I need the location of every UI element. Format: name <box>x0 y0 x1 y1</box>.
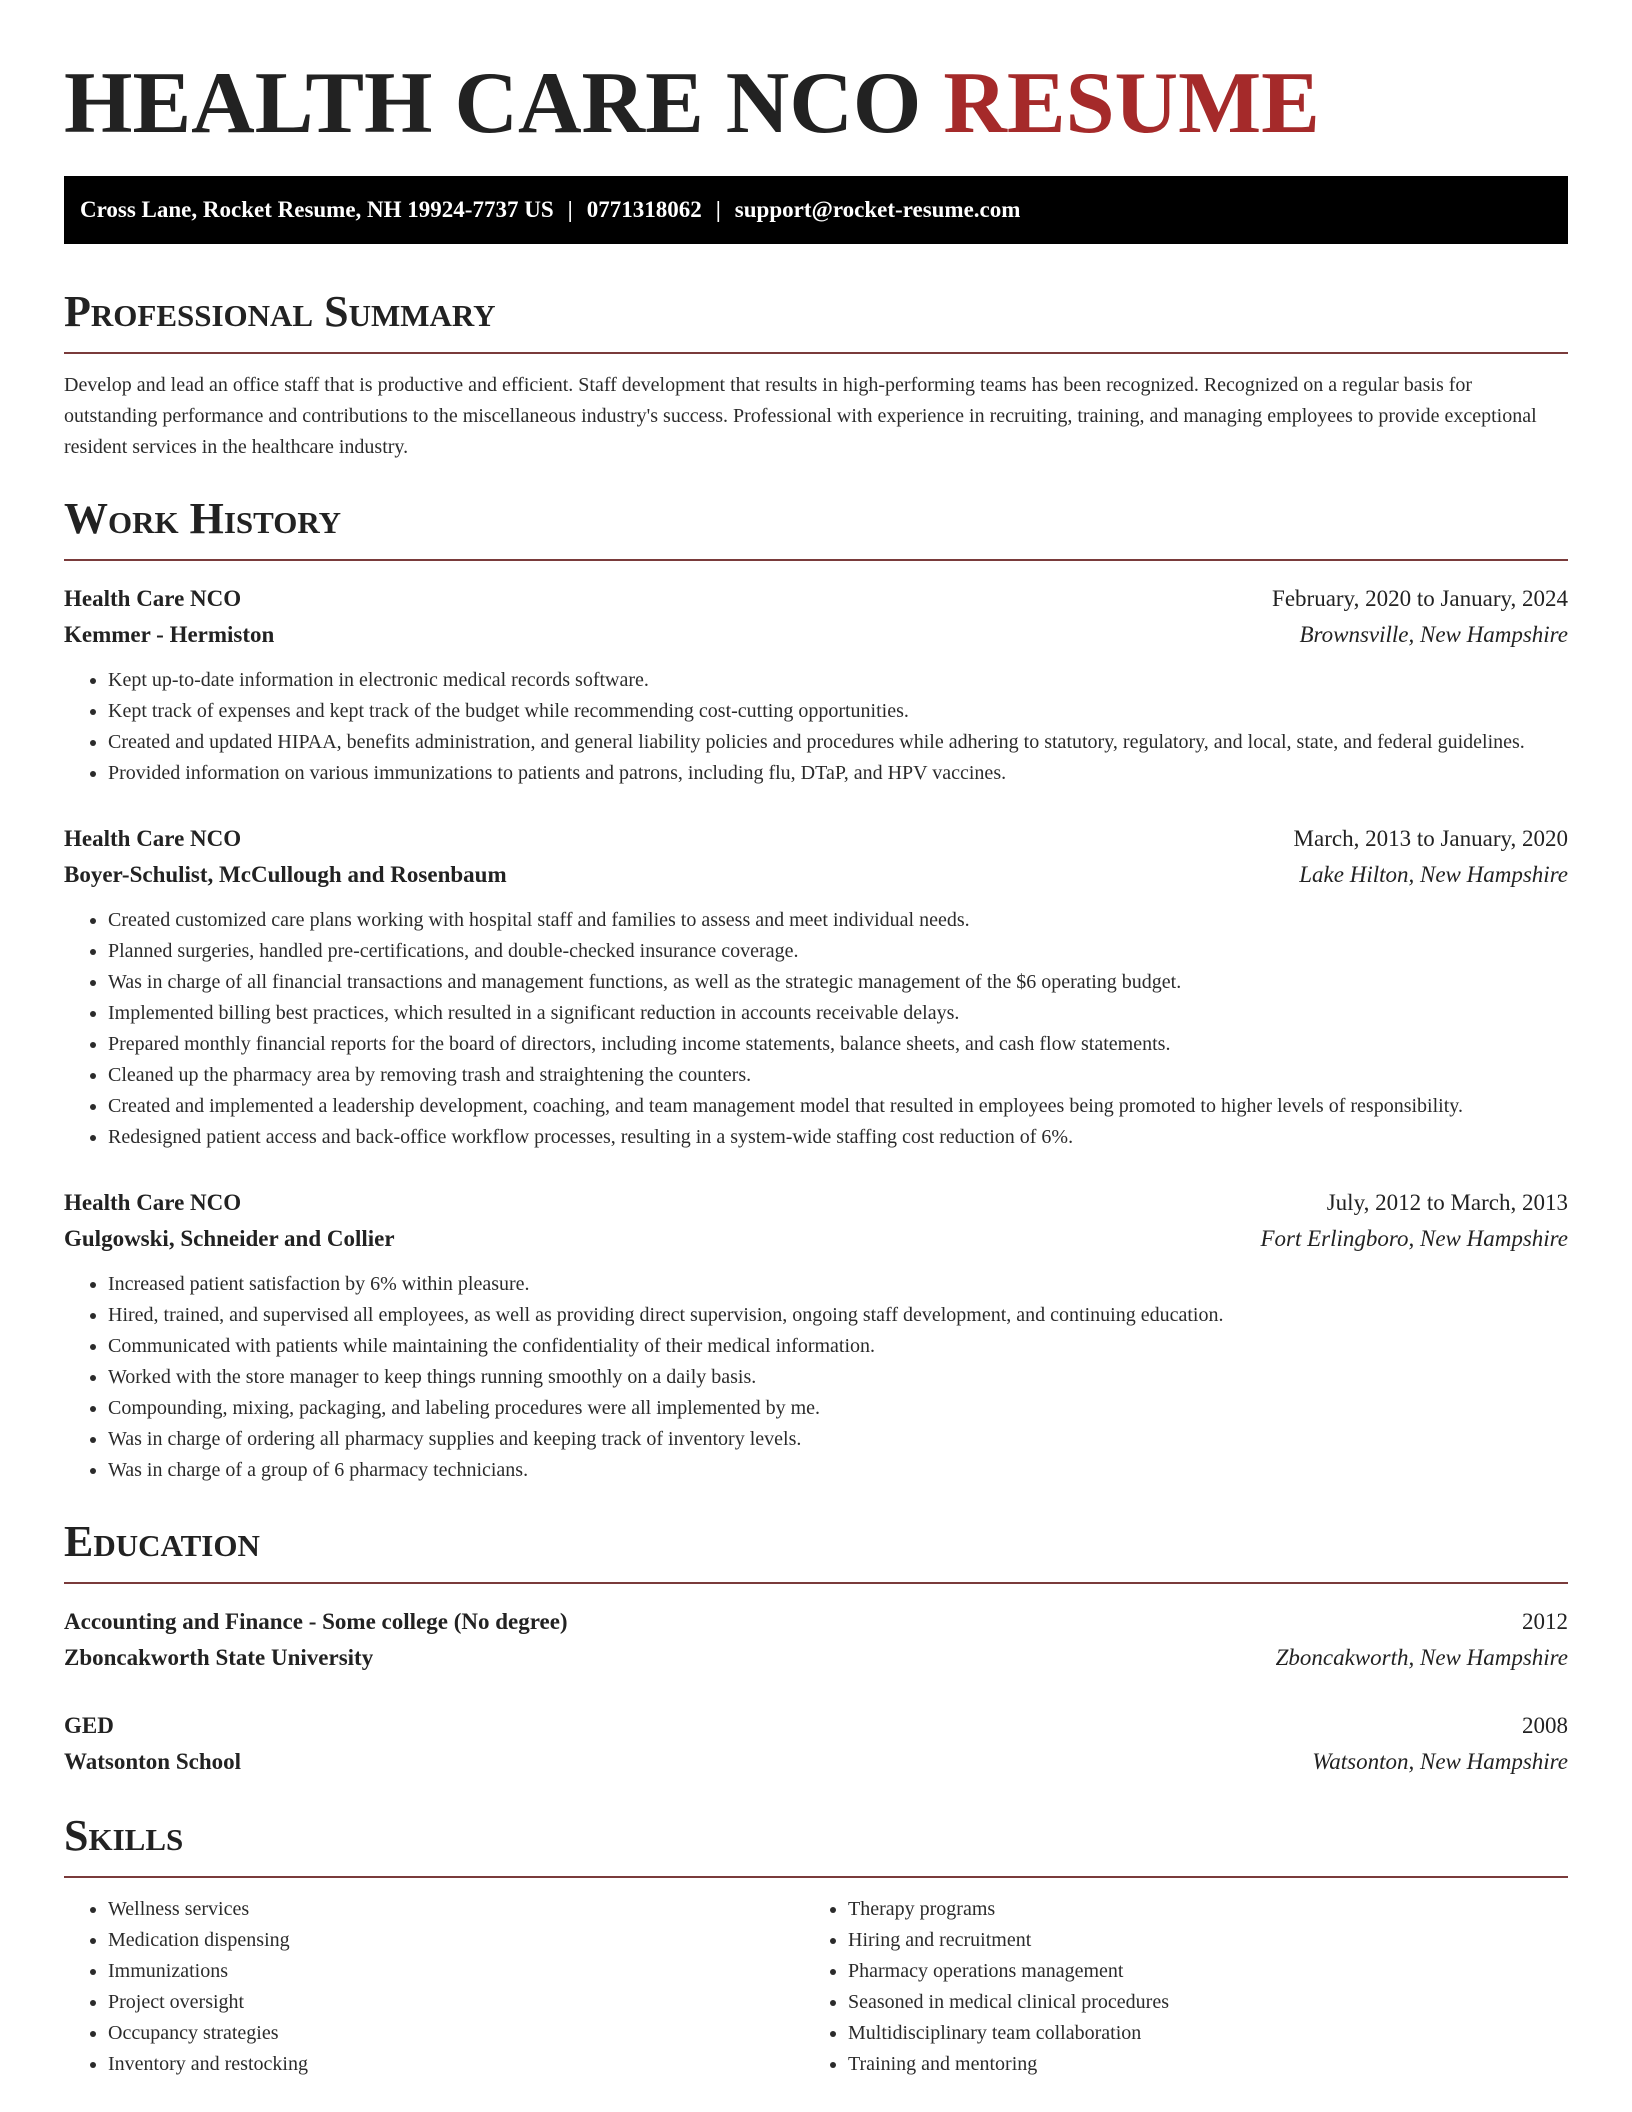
resume-content <box>64 56 1568 2080</box>
skill-item: • Hiring and recruitment <box>848 1925 1544 1956</box>
job-location: Lake Hilton, New Hampshire <box>1299 862 1568 887</box>
job-entry <box>64 821 1568 1153</box>
education-school-row <box>64 1744 1568 1780</box>
skill-item: • Immunizations <box>108 1956 804 1987</box>
job-title: Health Care NCO <box>64 826 242 851</box>
job-title: Health Care NCO <box>64 1190 242 1215</box>
job-bullets <box>64 1269 1568 1486</box>
resume-title <box>64 56 1568 152</box>
job-entry <box>64 1185 1568 1486</box>
job-bullet: • Created customized care plans working with hospital staff and families to assess and meet individual needs. <box>108 905 1568 936</box>
job-bullet: • Cleaned up the pharmacy area by removing trash and straightening the counters. <box>108 1060 1568 1091</box>
job-title-row <box>64 821 1568 857</box>
education-degree-row <box>64 1604 1568 1640</box>
job-title: Health Care NCO <box>64 586 242 611</box>
education-entry <box>64 1604 1568 1676</box>
job-bullet: • Was in charge of all financial transactions and management functions, as well as the strategic management of the $6 operating budget. <box>108 967 1568 998</box>
job-bullet: • Provided information on various immunizations to patients and patrons, including flu, DTaP, and HPV vaccines. <box>108 758 1568 789</box>
education-location: Watsonton, New Hampshire <box>1312 1749 1568 1774</box>
job-location: Brownsville, New Hampshire <box>1299 622 1568 647</box>
job-dates: February, 2020 to January, 2024 <box>1272 586 1568 611</box>
skill-item: • Occupancy strategies <box>108 2018 804 2049</box>
job-entry <box>64 581 1568 789</box>
job-company: Gulgowski, Schneider and Collier <box>64 1226 395 1251</box>
job-bullet: • Planned surgeries, handled pre-certifications, and double-checked insurance coverage. <box>108 936 1568 967</box>
job-bullet: • Was in charge of a group of 6 pharmacy technicians. <box>108 1455 1568 1486</box>
job-company-row <box>64 857 1568 893</box>
education-degree-row <box>64 1708 1568 1744</box>
education-location: Zboncakworth, New Hampshire <box>1275 1645 1568 1670</box>
contact-separator: | <box>567 197 573 222</box>
job-bullet: • Compounding, mixing, packaging, and labeling procedures were all implemented by me. <box>108 1393 1568 1424</box>
skill-item: • Inventory and restocking <box>108 2049 804 2080</box>
education-degree: Accounting and Finance - Some college (No degree) <box>64 1609 568 1634</box>
job-bullet: • Prepared monthly financial reports for the board of directors, including income statements, balance sheets, and cash flow statements. <box>108 1029 1568 1060</box>
skills-column-right <box>804 1894 1544 2080</box>
job-company: Boyer-Schulist, McCullough and Rosenbaum <box>64 862 507 887</box>
job-bullet: • Created and updated HIPAA, benefits administration, and general liability policies and procedures while adhering to statutory, regulatory, and local, state, and federal guidelines. <box>108 727 1568 758</box>
skill-item: • Pharmacy operations management <box>848 1956 1544 1987</box>
title-accent: RESUME <box>943 55 1320 152</box>
education-degree: GED <box>64 1713 114 1738</box>
education-school: Watsonton School <box>64 1749 242 1774</box>
job-bullet: • Redesigned patient access and back-office workflow processes, resulting in a system-wide staffing cost reduction of 6%. <box>108 1122 1568 1153</box>
job-title-row <box>64 1185 1568 1221</box>
skill-item: • Therapy programs <box>848 1894 1544 1925</box>
skill-item: • Seasoned in medical clinical procedures <box>848 1987 1544 2018</box>
education-year: 2008 <box>1522 1713 1568 1738</box>
job-bullet: • Increased patient satisfaction by 6% within pleasure. <box>108 1269 1568 1300</box>
job-title-row <box>64 581 1568 617</box>
job-location: Fort Erlingboro, New Hampshire <box>1260 1226 1568 1251</box>
skill-item: • Training and mentoring <box>848 2049 1544 2080</box>
job-company-row <box>64 617 1568 653</box>
skills-column-left <box>64 1894 804 2080</box>
summary-text: Develop and lead an office staff that is productive and efficient. Staff development that results in high-performing teams has been recognized. Recognized on a regular basis for outstanding performance and contributions to the miscellaneous industry's success. Professional with experience in recruiting, training, and managing employees to provide exceptional resident services in the healthcare industry. <box>64 374 1537 458</box>
contact-email: support@rocket-resume.com <box>734 197 1021 222</box>
job-bullet: • Created and implemented a leadership development, coaching, and team management model that resulted in employees being promoted to higher levels of responsibility. <box>108 1091 1568 1122</box>
contact-bar <box>64 176 1568 244</box>
job-bullet: • Kept track of expenses and kept track of the budget while recommending cost-cutting opportunities. <box>108 696 1568 727</box>
skill-item: • Medication dispensing <box>108 1925 804 1956</box>
job-bullet: • Communicated with patients while maintaining the confidentiality of their medical information. <box>108 1331 1568 1362</box>
skills-grid <box>64 1894 1568 2080</box>
skills-heading: Skills <box>64 1808 1568 1878</box>
summary-heading: Professional Summary <box>64 284 1568 354</box>
contact-phone: 0771318062 <box>586 197 702 222</box>
education-school: Zboncakworth State University <box>64 1645 374 1670</box>
skill-item: • Project oversight <box>108 1987 804 2018</box>
contact-separator: | <box>715 197 721 222</box>
job-bullet: • Implemented billing best practices, which resulted in a significant reduction in accounts receivable delays. <box>108 998 1568 1029</box>
education-school-row <box>64 1640 1568 1676</box>
job-bullets <box>64 665 1568 789</box>
job-dates: July, 2012 to March, 2013 <box>1326 1190 1568 1215</box>
skill-item: • Wellness services <box>108 1894 804 1925</box>
job-bullet: • Kept up-to-date information in electronic medical records software. <box>108 665 1568 696</box>
job-company-row <box>64 1221 1568 1257</box>
skill-item: • Multidisciplinary team collaboration <box>848 2018 1544 2049</box>
education-entry <box>64 1708 1568 1780</box>
work-history-heading: Work History <box>64 491 1568 561</box>
job-bullets <box>64 905 1568 1153</box>
title-main: HEALTH CARE NCO <box>64 55 922 152</box>
job-dates: March, 2013 to January, 2020 <box>1293 826 1568 851</box>
job-bullet: • Hired, trained, and supervised all employees, as well as providing direct supervision, ongoing staff development, and continuing education. <box>108 1300 1568 1331</box>
education-year: 2012 <box>1522 1609 1568 1634</box>
education-heading: Education <box>64 1514 1568 1584</box>
contact-address: Cross Lane, Rocket Resume, NH 19924-7737 US <box>80 197 554 222</box>
job-company: Kemmer - Hermiston <box>64 622 275 647</box>
job-bullet: • Was in charge of ordering all pharmacy supplies and keeping track of inventory levels. <box>108 1424 1568 1455</box>
job-bullet: • Worked with the store manager to keep things running smoothly on a daily basis. <box>108 1362 1568 1393</box>
